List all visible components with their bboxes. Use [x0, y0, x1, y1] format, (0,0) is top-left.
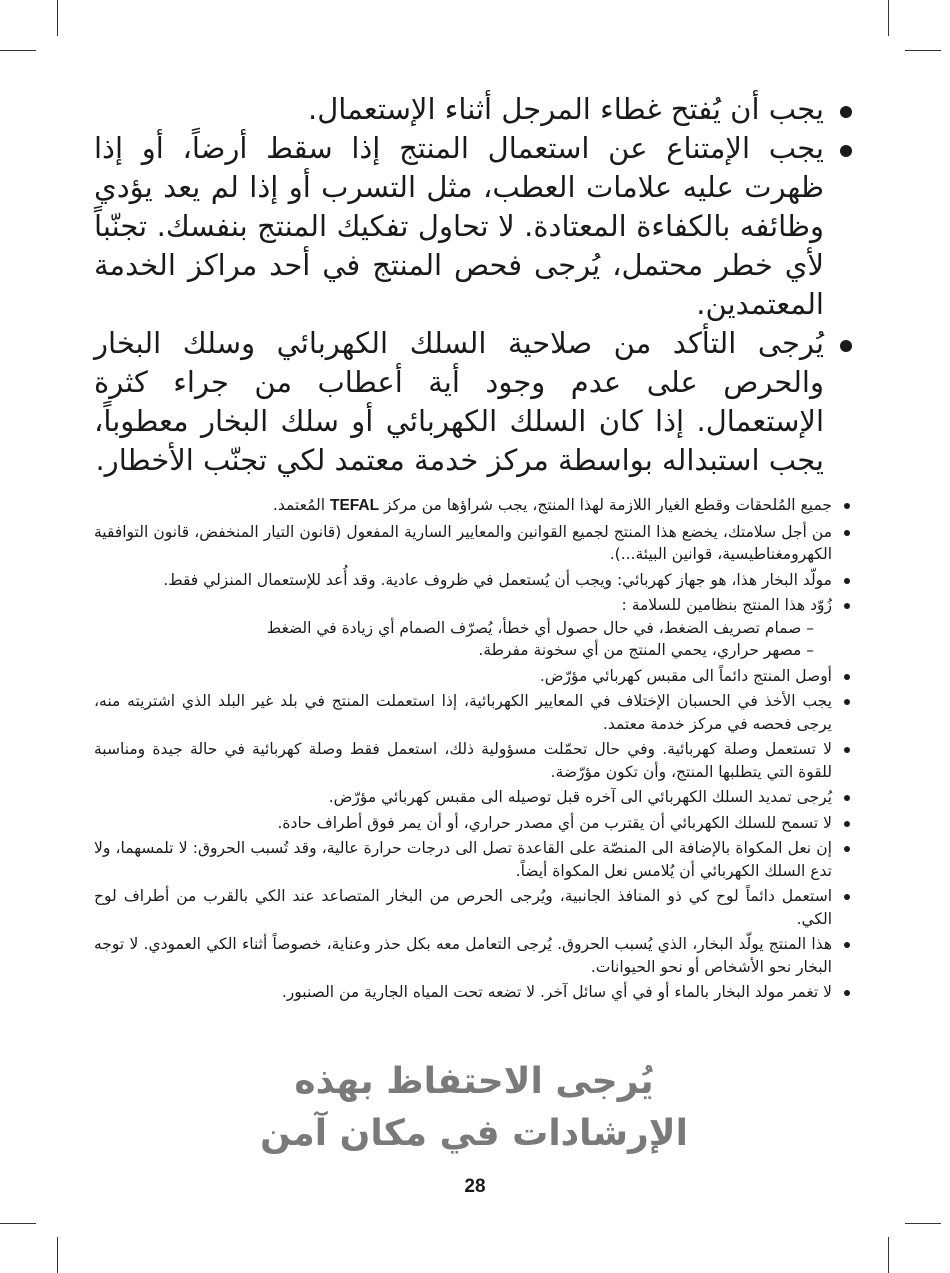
list-item-safety-laws: من أجل سلامتك، يخضع هذا المنتج لجميع القوانين والمعايير السارية المفعول (قانون التيار المنخفض، قانون التوافقية الكهرومغناطيسية، قوانين البيئة...). — [94, 521, 854, 566]
warning-damaged-product: يجب الإمتناع عن استعمال المنتج إذا سقط أرضاً، أو إذا ظهرت عليه علامات العطب، مثل التسرب أو إذا لم يعد يؤدي وظائفه بالكفاءة المعتادة. لا تحاول تفكيك المنتج بنفسك. تجنّباً لأي خطر محتمل، يُرجى فحص المنتج في أحد مراكز الخدمة المعتمدين. — [94, 129, 854, 324]
crop-mark — [0, 1223, 36, 1224]
keep-notice-line-1: يُرجى الاحتفاظ بهذه — [294, 1061, 654, 1102]
keep-notice-line-2: الإرشادات في مكان آمن — [260, 1113, 688, 1154]
safety-instructions — [94, 90, 854, 1007]
list-item-earthed: أوصل المنتج دائماً الى مقبس كهربائي مؤرّض. — [94, 665, 854, 688]
accessories-text-end: المُعتمد. — [272, 496, 326, 514]
list-item-heat-source: لا تسمح للسلك الكهربائي أن يقترب من أي مصدر حراري، أو أن يمر فوق أطراف حادة. — [94, 812, 854, 835]
list-item-immerse: لا تغمر مولد البخار بالماء أو في أي سائل آخر. لا تضعه تحت المياه الجارية من الصنبور. — [94, 981, 854, 1004]
major-warnings-list — [94, 90, 854, 480]
list-item-two-systems — [94, 594, 854, 662]
keep-instructions-notice — [94, 1056, 854, 1160]
list-item-accessories — [94, 494, 854, 518]
crop-mark — [905, 1223, 941, 1224]
crop-mark — [888, 0, 889, 36]
two-systems-text: زُوّد هذا المنتج بنظامين للسلامة : — [621, 596, 832, 614]
list-item-extension: لا تستعمل وصلة كهربائية. وفي حال تحمّلت مسؤولية ذلك، استعمل فقط وصلة كهربائية في حالة جيدة ومناسبة للقوة التي يتطلبها المنتج، وأن تكون مؤرّضة. — [94, 738, 854, 783]
safety-list — [94, 494, 854, 1004]
crop-mark — [57, 1237, 58, 1273]
crop-mark — [0, 50, 36, 51]
sub-item-valve: – صمام تصريف الضغط، في حال حصول أي خطأ، يُصرّف الصمام أي زيادة في الضغط — [266, 618, 814, 637]
list-item-steam-burns: هذا المنتج يولّد البخار، الذي يُسبب الحروق. يُرجى التعامل معه بكل حذر وعناية، خصوصاً أثناء الكي العمودي. لا توجه البخار نحو الأشخاص أو نحو الحيوانات. — [94, 933, 854, 978]
sub-item-thermostat: – مصهر حراري، يحمي المنتج من أي سخونة مفرطة. — [478, 641, 814, 659]
list-item-soleplate: إن نعل المكواة بالإضافة الى المنصّة على القاعدة تصل الى درجات حرارة عالية، وقد تُسبب الحروق: لا تلمسهما، ولا تدع السلك الكهربائي أن يُلامس نعل المكواة أيضاً. — [94, 837, 854, 882]
list-item-board: استعمل دائماً لوح كي ذو المنافذ الجانبية، ويُرجى الحرص من البخار المتصاعد عند الكي بالقرب من أطراف لوح الكي. — [94, 885, 854, 930]
list-item-household: مولّد البخار هذا، هو جهاز كهربائي: ويجب أن يُستعمل في ظروف عادية. وقد أُعد للإستعمال المنزلي فقط. — [94, 569, 854, 592]
crop-mark — [905, 50, 941, 51]
crop-mark — [888, 1237, 889, 1273]
accessories-text: جميع المُلحقات وقطع الغيار اللازمة لهذا المنتج، يجب شراؤها من مركز — [384, 496, 832, 514]
list-item-unwind: يُرجى تمديد السلك الكهربائي الى آخره قبل توصيله الى مقبس كهربائي مؤرّض. — [94, 786, 854, 809]
crop-mark — [57, 0, 58, 36]
page-number: 28 — [464, 1176, 486, 1197]
brand-name: TEFAL — [330, 497, 380, 514]
warning-cords: يُرجى التأكد من صلاحية السلك الكهربائي وسلك البخار والحرص على عدم وجود أية أعطاب من جراء كثرة الإستعمال. إذا كان السلك الكهربائي أو سلك البخار معطوباً، يجب استبداله بواسطة مركز خدمة معتمد لكي تجنّب الأخطار. — [94, 324, 854, 480]
list-item-voltage: يجب الأخذ في الحسبان الإختلاف في المعايير الكهربائية، إذا استعملت المنتج في بلد غير البلد الذي اشتريته منه، يرجى فحصه في مركز خدمة معتمد. — [94, 690, 854, 735]
warning-lid: يجب أن يُفتح غطاء المرجل أثناء الإستعمال. — [94, 90, 854, 129]
